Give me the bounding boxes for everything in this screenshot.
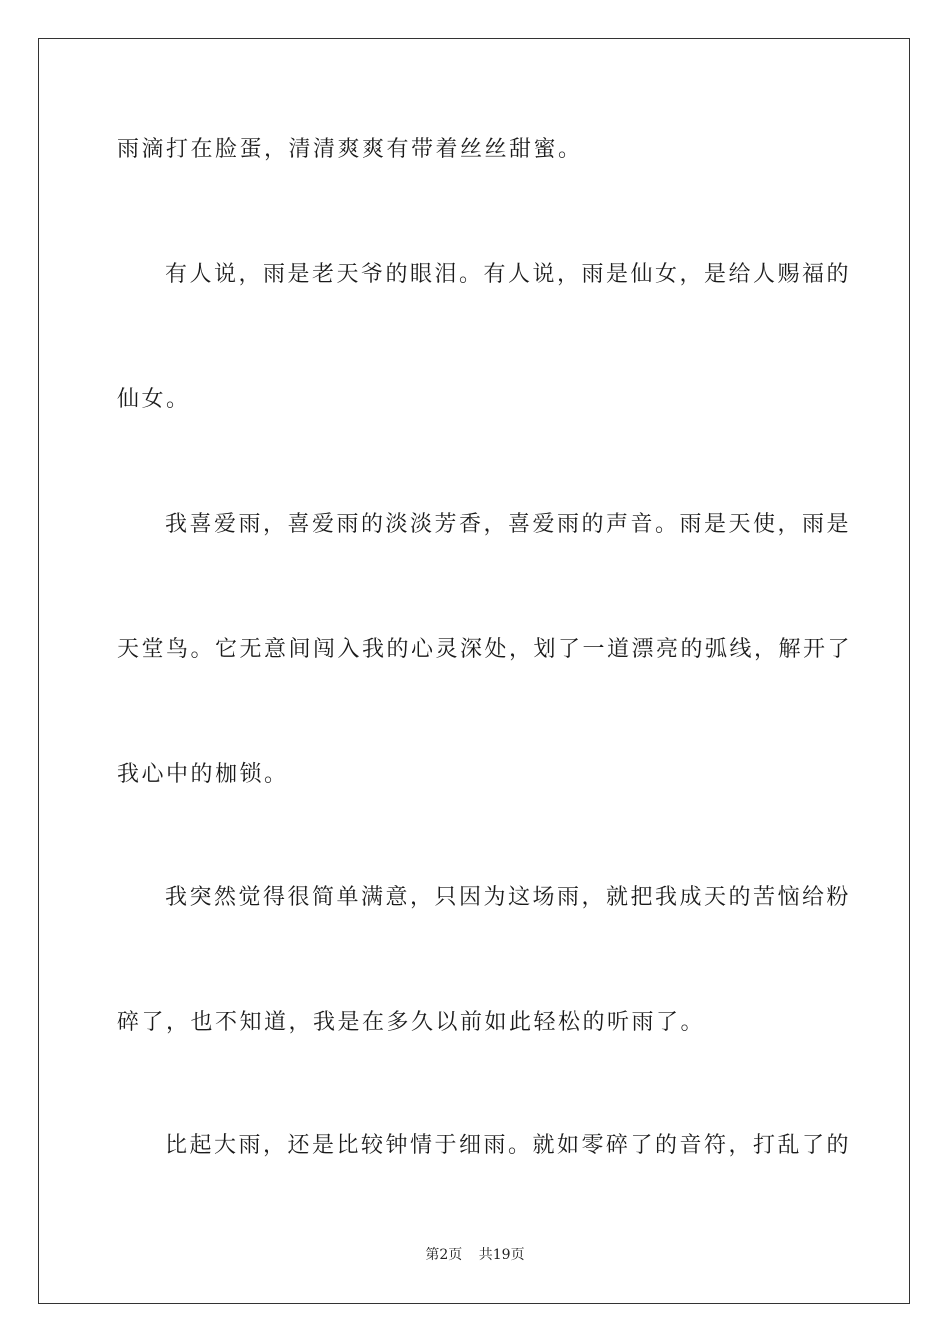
text-line-2: 有人说，雨是老天爷的眼泪。有人说，雨是仙女，是给人赐福的 [165, 262, 852, 287]
text-line-7: 我突然觉得很简单满意，只因为这场雨，就把我成天的苦恼给粉 [165, 885, 852, 910]
page-total: 共19页 [478, 1247, 525, 1263]
text-line-8: 碎了，也不知道，我是在多久以前如此轻松的听雨了。 [117, 1010, 706, 1035]
page-number: 第2页 [425, 1247, 463, 1263]
text-line-4: 我喜爱雨，喜爱雨的淡淡芳香，喜爱雨的声音。雨是天使，雨是 [165, 512, 852, 537]
text-line-3: 仙女。 [117, 387, 191, 412]
page-border [38, 38, 910, 1304]
text-line-6: 我心中的枷锁。 [117, 762, 289, 787]
text-line-5: 天堂鸟。它无意间闯入我的心灵深处，划了一道漂亮的弧线，解开了 [117, 637, 853, 662]
text-line-1: 雨滴打在脸蛋，清清爽爽有带着丝丝甜蜜。 [117, 137, 583, 162]
text-line-9: 比起大雨，还是比较钟情于细雨。就如零碎了的音符，打乱了的 [165, 1133, 852, 1158]
page-footer [0, 1245, 950, 1265]
